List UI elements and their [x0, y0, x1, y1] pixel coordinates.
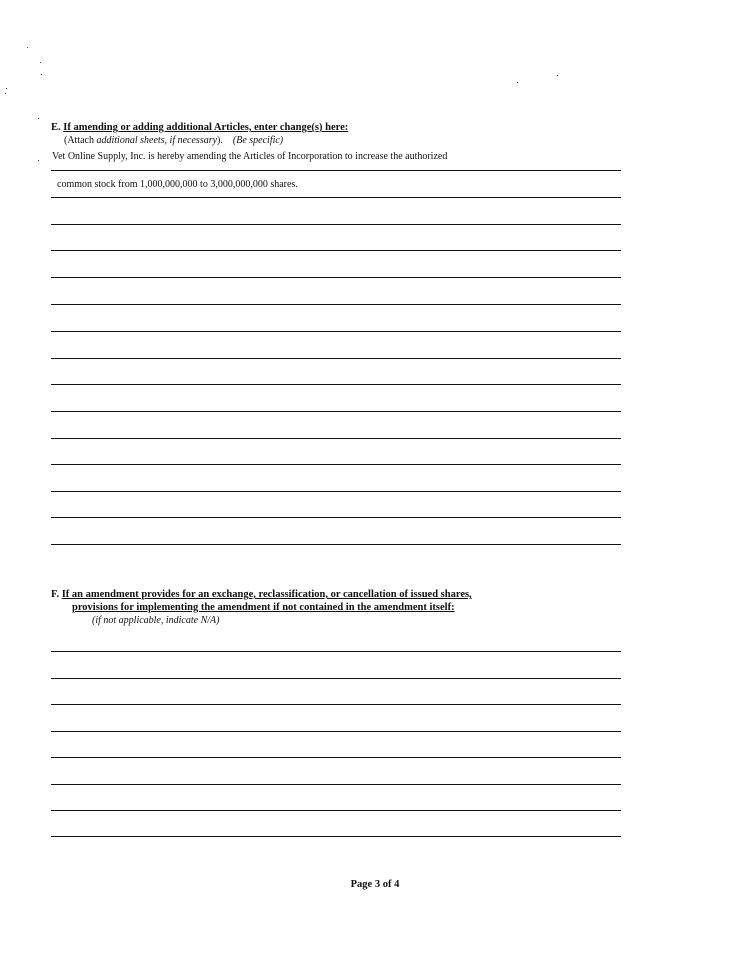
page-number: Page 3 of 4 [350, 879, 400, 890]
scan-speck [27, 47, 28, 48]
section-e-instruction [64, 135, 283, 146]
instruction-suffix: ). [217, 135, 223, 146]
entry-rule [51, 517, 621, 518]
entry-rule [51, 757, 621, 758]
amendment-text-line-1: Vet Online Supply, Inc. is hereby amending the Articles of Incorporation to increase the authorized [52, 151, 448, 162]
section-f-instruction-text: (if not applicable, indicate N/A) [92, 615, 220, 626]
entry-rule [51, 384, 621, 385]
scan-speck [40, 62, 41, 63]
scan-speck [38, 118, 39, 119]
entry-rule [51, 704, 621, 705]
entry-rule [51, 731, 621, 732]
scan-speck [557, 75, 558, 76]
instruction-prefix: (Attach [64, 135, 97, 146]
section-f-instruction [92, 615, 219, 626]
section-f-heading [51, 589, 472, 600]
section-e-letter: E. [51, 122, 61, 133]
entry-rule [51, 491, 621, 492]
entry-rule [51, 651, 621, 652]
entry-rule [51, 197, 621, 198]
entry-rule [51, 224, 621, 225]
entry-rule [51, 836, 621, 837]
scan-speck [517, 82, 518, 83]
instruction-italic: additional sheets, if necessary [96, 135, 218, 146]
entry-rule [51, 331, 621, 332]
scan-speck [6, 88, 7, 89]
entry-rule [51, 277, 621, 278]
entry-rule [51, 784, 621, 785]
entry-rule [51, 438, 621, 439]
amendment-text-line-2: common stock from 1,000,000,000 to 3,000,000,000 shares. [57, 179, 298, 190]
entry-rule [51, 544, 621, 545]
entry-rule [51, 170, 621, 171]
section-f-heading-line-2 [72, 602, 455, 613]
scan-speck [41, 74, 42, 75]
be-specific-note: (Be specific) [232, 135, 284, 146]
section-f-title-line-1: If an amendment provides for an exchange, reclassification, or cancellation of issued shares, [61, 589, 472, 600]
entry-rule [51, 250, 621, 251]
section-e-heading [51, 122, 348, 133]
entry-rule [51, 810, 621, 811]
scan-speck [38, 160, 39, 161]
entry-rule [51, 678, 621, 679]
entry-rule [51, 304, 621, 305]
entry-rule [51, 464, 621, 465]
scan-speck [5, 93, 6, 94]
section-e-title: If amending or adding additional Articles, enter change(s) here: [63, 122, 349, 133]
section-f-letter: F. [51, 589, 60, 600]
entry-rule [51, 358, 621, 359]
entry-rule [51, 411, 621, 412]
section-f-title-line-2: provisions for implementing the amendment if not contained in the amendment itself: [72, 602, 455, 613]
